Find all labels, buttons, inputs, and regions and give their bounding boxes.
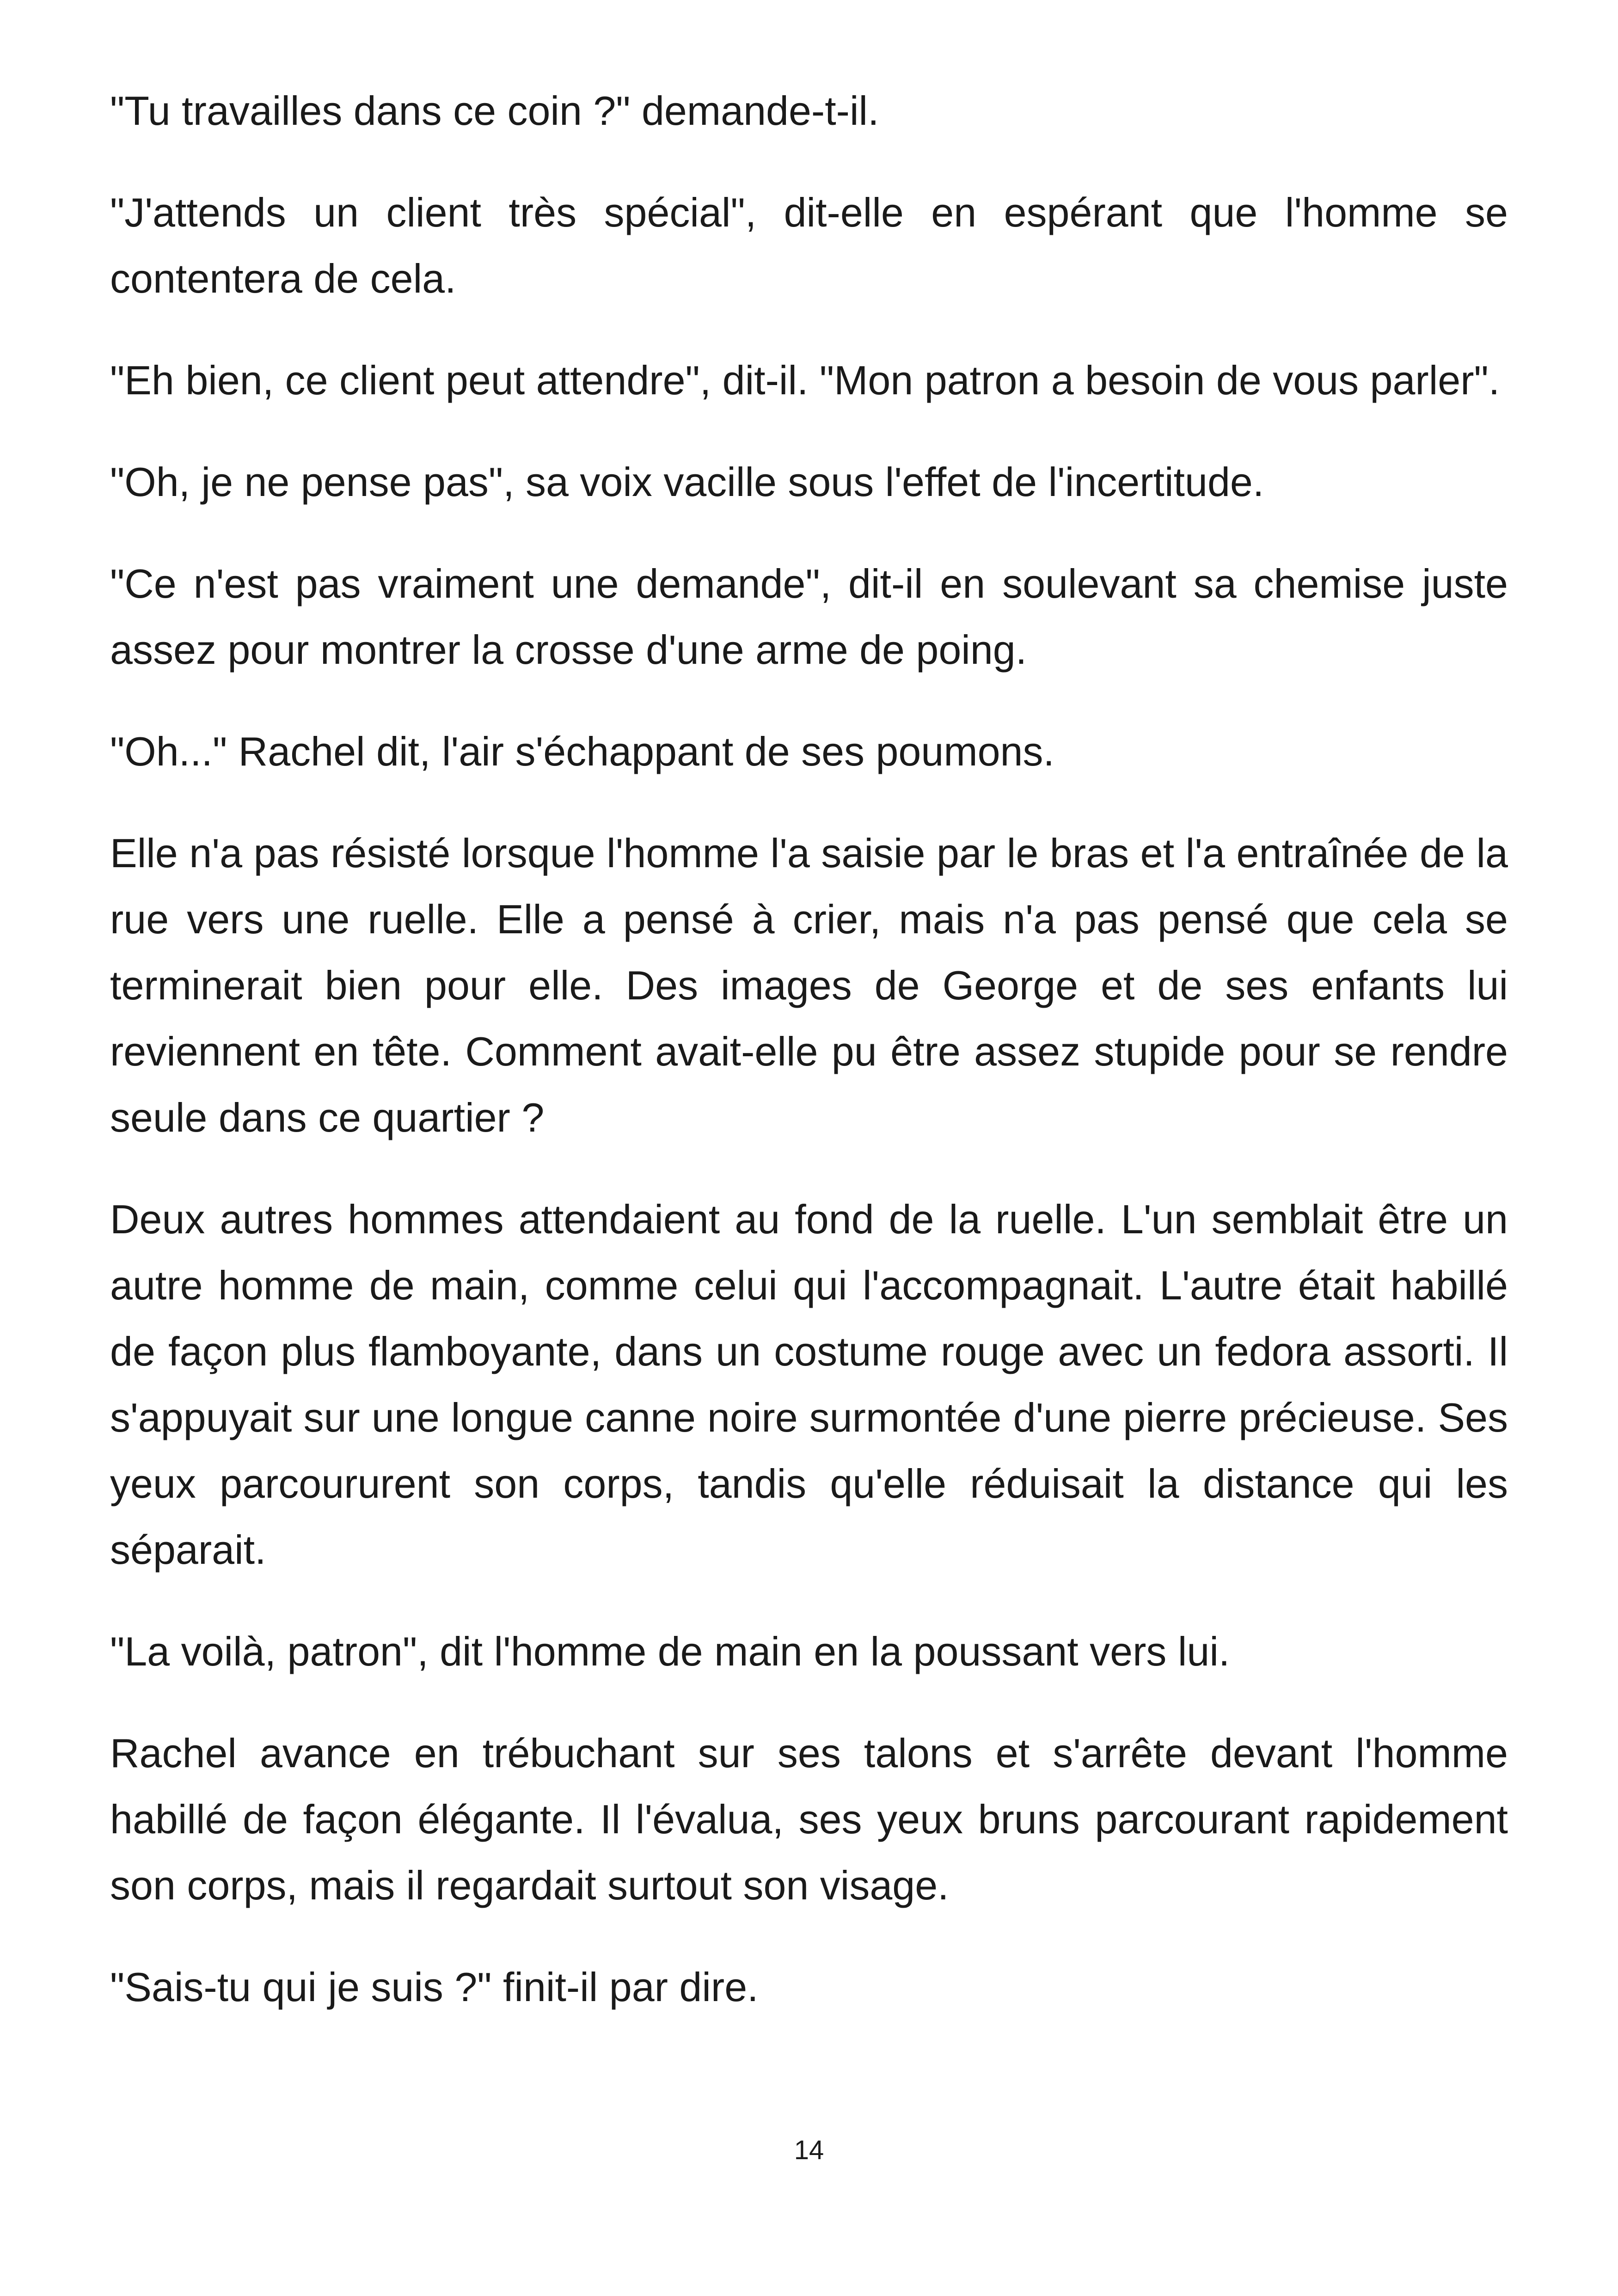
- paragraph: "J'attends un client très spécial", dit-elle en espérant que l'homme se contentera de cela.: [110, 190, 1508, 301]
- paragraph: "Oh, je ne pense pas", sa voix vacille sous l'effet de l'incertitude.: [110, 459, 1264, 505]
- paragraph: "La voilà, patron", dit l'homme de main en la poussant vers lui.: [110, 1629, 1230, 1674]
- paragraph: "Oh..." Rachel dit, l'air s'échappant de ses poumons.: [110, 729, 1054, 774]
- paragraph: Rachel avance en trébuchant sur ses talons et s'arrête devant l'homme habillé de façon élégante. Il l'évalua, ses yeux bruns parcourant rapidement son corps, mais il regardait surtout son visage.: [110, 1730, 1508, 1908]
- paragraph: "Ce n'est pas vraiment une demande", dit-il en soulevant sa chemise juste assez pour montrer la crosse d'une arme de poing.: [110, 561, 1508, 673]
- page-number: 14: [794, 2135, 824, 2165]
- paragraph: "Tu travailles dans ce coin ?" demande-t-il.: [110, 88, 879, 134]
- body-text: [110, 78, 1508, 2056]
- paragraph: Deux autres hommes attendaient au fond de la ruelle. L'un semblait être un autre homme de main, comme celui qui l'accompagnait. L'autre était habillé de façon plus flamboyante, dans un costume rouge avec un fedora assorti. Il s'appuyait sur une longue canne noire surmontée d'une pierre précieuse. Ses yeux parcoururent son corps, tandis qu'elle réduisait la distance qui les séparait.: [110, 1196, 1508, 1573]
- paragraph: "Sais-tu qui je suis ?" finit-il par dire.: [110, 1964, 759, 2010]
- paragraph: "Eh bien, ce client peut attendre", dit-il. "Mon patron a besoin de vous parler".: [110, 357, 1500, 403]
- paragraph: Elle n'a pas résisté lorsque l'homme l'a saisie par le bras et l'a entraînée de la rue vers une ruelle. Elle a pensé à crier, mais n'a pas pensé que cela se terminerait bien pour elle. Des images de George et de ses enfants lui reviennent en tête. Comment avait-elle pu être assez stupide pour se rendre seule dans ce quartier ?: [110, 830, 1508, 1140]
